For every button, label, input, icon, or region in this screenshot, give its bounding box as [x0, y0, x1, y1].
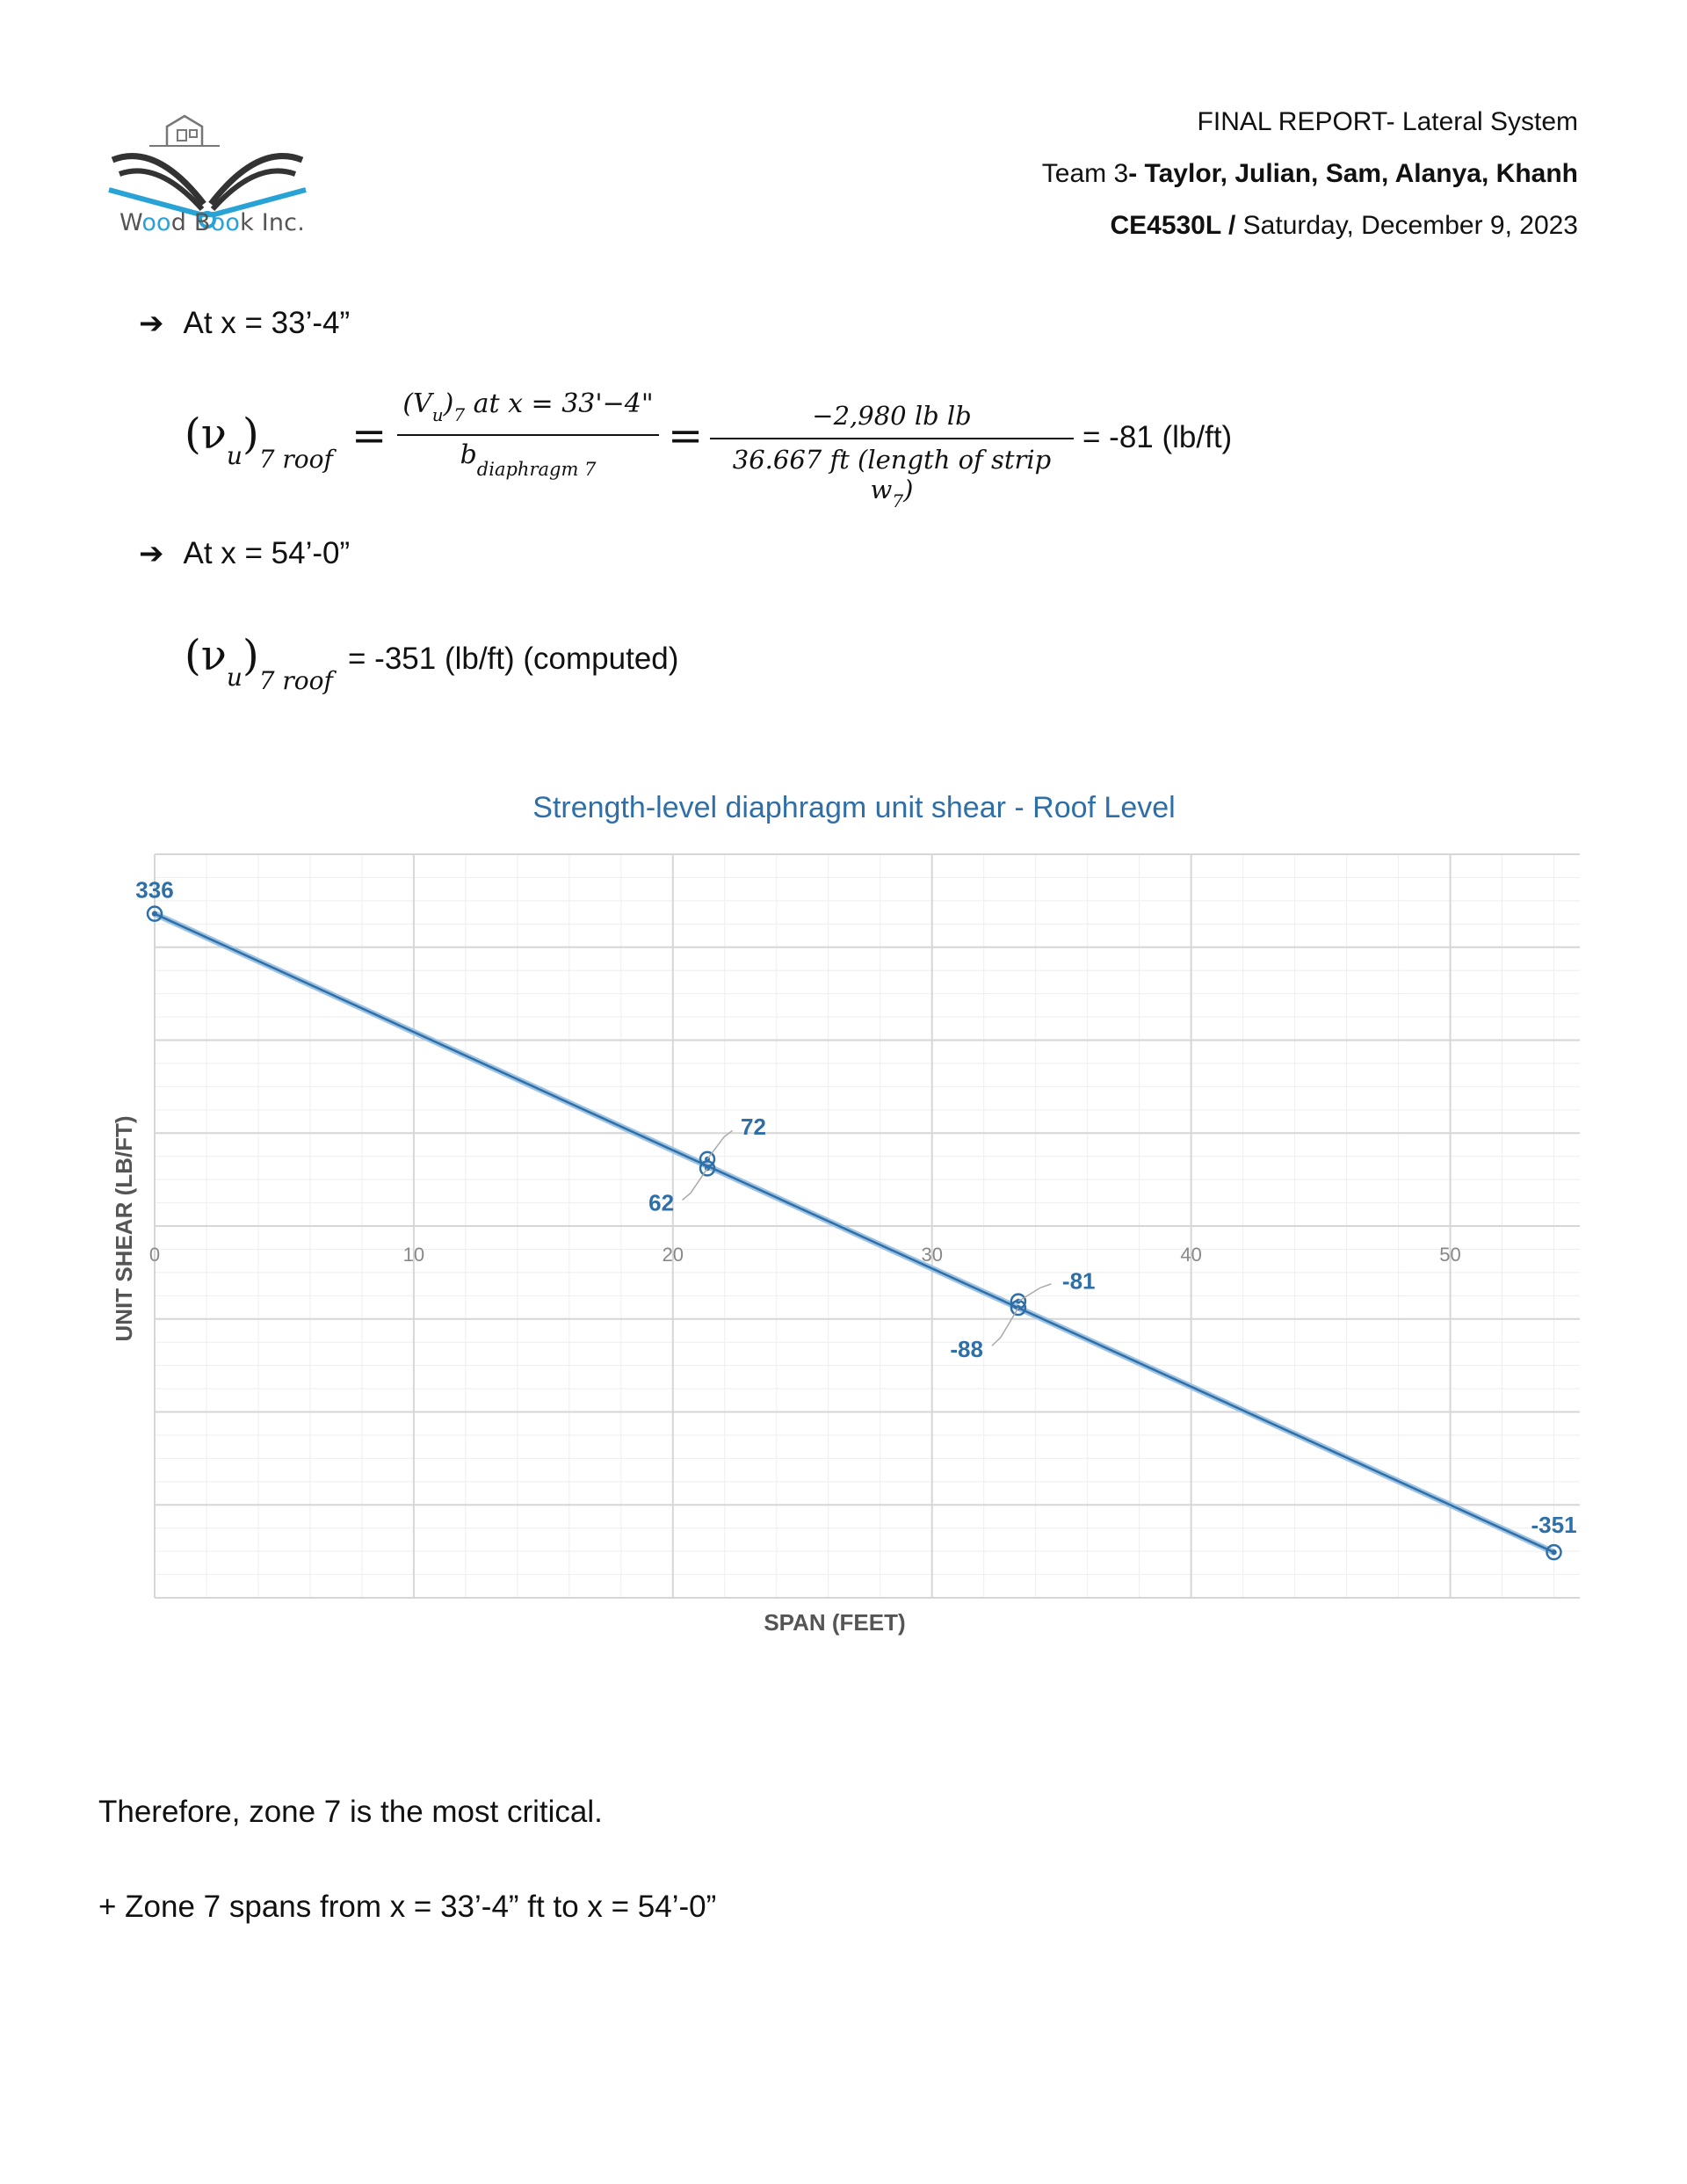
- data-label: 336: [135, 876, 174, 903]
- conclusion-text: Therefore, zone 7 is the most critical.: [98, 1795, 603, 1829]
- report-title: FINAL REPORT- Lateral System: [1197, 107, 1578, 136]
- data-label: -81: [1061, 1267, 1096, 1295]
- x-tick-label: 30: [921, 1244, 943, 1266]
- x-tick-label: 20: [662, 1244, 684, 1266]
- data-label-leader: [1018, 1284, 1052, 1302]
- bullet-x-54-0: ➔ At x = 54’-0”: [139, 536, 351, 570]
- equals-sign-2: =: [668, 411, 704, 461]
- data-label: 72: [741, 1113, 766, 1140]
- y-axis-label: UNIT SHEAR (LB/FT): [111, 1115, 137, 1342]
- data-label: -88: [950, 1336, 983, 1363]
- arrow-icon: ➔: [139, 307, 164, 340]
- lhs-nu-roof: (νu)7 roof: [185, 410, 333, 474]
- bullet-x-33-4: ➔ At x = 33’-4”: [139, 306, 351, 340]
- company-name: Wood Book Inc.: [119, 209, 306, 236]
- fraction-1: $(V_u)_7$ at x = 33'−4" $b_{diaphragm 7}$: [397, 388, 659, 470]
- chart-title: Strength-level diaphragm unit shear - Roof Level: [532, 791, 1176, 824]
- zone-span-text: + Zone 7 spans from x = 33’-4” ft to x = 54’-0”: [98, 1890, 717, 1924]
- series-line: [155, 914, 1554, 1553]
- result-minus-351: = -351 (lb/ft) (computed): [348, 642, 679, 676]
- arrow-icon: ➔: [139, 537, 164, 570]
- data-label: 62: [648, 1189, 675, 1216]
- x-tick-label: 10: [402, 1244, 425, 1266]
- x-axis-label: SPAN (FEET): [764, 1609, 906, 1636]
- x-tick-label: 0: [148, 1244, 161, 1266]
- data-point-center: [152, 911, 157, 917]
- x-tick-label: 40: [1180, 1244, 1202, 1266]
- x-tick-label: 50: [1439, 1244, 1461, 1266]
- data-label-leader: [707, 1130, 733, 1158]
- lhs-nu-roof-2: (νu)7 roof: [185, 631, 333, 695]
- result-minus-81: = -81 (lb/ft): [1082, 420, 1233, 454]
- data-label-leader: [992, 1308, 1018, 1346]
- fraction-2: −2,980 lb lb 36.667 ft (length of strip $w_7$): [710, 401, 1074, 504]
- data-label: -351: [1531, 1512, 1577, 1539]
- equals-sign: =: [351, 411, 387, 461]
- data-point-center: [1552, 1549, 1557, 1555]
- team-line: Team 3- Taylor, Julian, Sam, Alanya, Khanh: [1041, 159, 1578, 188]
- course-date-line: CE4530L / Saturday, December 9, 2023: [1110, 211, 1578, 240]
- data-label-leader: [683, 1168, 708, 1200]
